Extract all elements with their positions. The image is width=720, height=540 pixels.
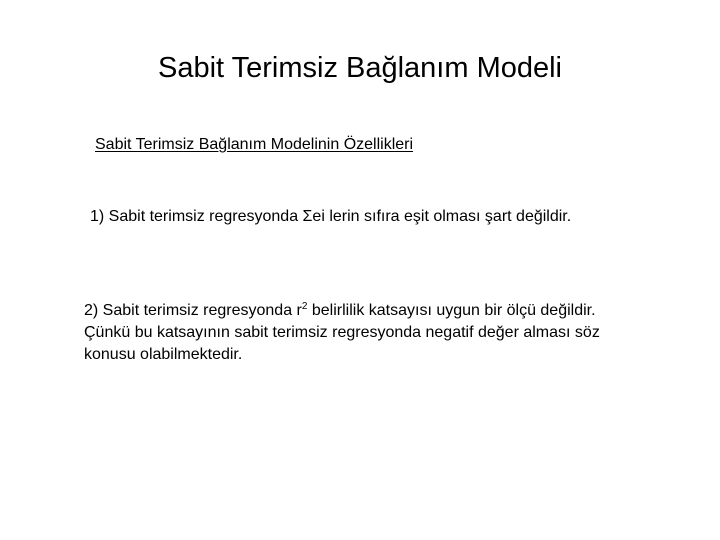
slide-title: Sabit Terimsiz Bağlanım Modeli bbox=[157, 52, 563, 84]
point-2-line-3: konusu olabilmektedir. bbox=[84, 346, 243, 363]
r-squared-superscript: 2 bbox=[301, 301, 308, 312]
point-2-line-1 bbox=[84, 300, 684, 322]
point-1-text: 1) Sabit terimsiz regresyonda Σei lerin sıfıra eşit olması şart değildir. bbox=[90, 208, 572, 225]
point-2-line-1-start: 2) Sabit terimsiz regresyonda r bbox=[84, 302, 302, 319]
point-2-line-2: Çünkü bu katsayının sabit terimsiz regresyonda negatif değer alması söz bbox=[84, 324, 600, 341]
point-2-paragraph bbox=[84, 300, 684, 366]
section-subtitle: Sabit Terimsiz Bağlanım Modelinin Özellikleri bbox=[95, 136, 414, 153]
point-2-line-1-end: belirlilik katsayısı uygun bir ölçü değildir. bbox=[307, 302, 596, 319]
